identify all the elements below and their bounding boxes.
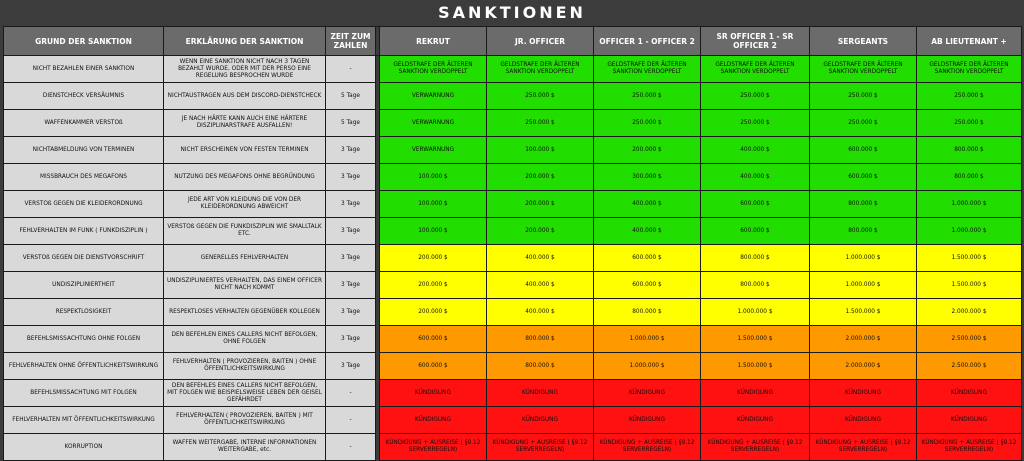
penalty-cell: 250.000 $ — [487, 83, 594, 110]
penalty-cell: 800.000 $ — [487, 353, 594, 380]
penalty-cell: VERWARNUNG — [380, 137, 487, 164]
header-lieutenant: AB LIEUTENANT + — [917, 27, 1022, 56]
penalty-cell: 250.000 $ — [917, 110, 1022, 137]
penalty-cell: 1.000.000 $ — [594, 326, 701, 353]
penalty-cell: 400.000 $ — [594, 218, 701, 245]
penalty-cell: 300.000 $ — [594, 164, 701, 191]
sanction-reason: UNDISZIPLINIERTHEIT — [4, 272, 164, 299]
penalty-cell: 600.000 $ — [594, 245, 701, 272]
sanction-explanation: WENN EINE SANKTION NICHT NACH 3 TAGEN BEZAHLT WURDE, ODER MIT DER PERSO EINE REGELUNG BESPROCHEN WURDE — [164, 56, 326, 83]
header-rekrut: REKRUT — [380, 27, 487, 56]
penalty-cell: KÜNDIGUNG + AUSREISE ( §9.12 SERVERREGELN) — [917, 434, 1022, 461]
payment-deadline: - — [326, 380, 376, 407]
table-row — [4, 326, 1022, 353]
sanction-explanation: UNDISZIPLINIERTES VERHALTEN, DAS EINEM OFFICER NICHT NACH KOMMT — [164, 272, 326, 299]
payment-deadline: 3 Tage — [326, 191, 376, 218]
page-title: SANKTIONEN — [438, 3, 586, 22]
sanction-explanation: NUTZUNG DES MEGAFONS OHNE BEGRÜNDUNG — [164, 164, 326, 191]
penalty-cell: 800.000 $ — [701, 245, 810, 272]
sanction-reason: RESPEKTLOSIGKEIT — [4, 299, 164, 326]
penalty-cell: 800.000 $ — [917, 137, 1022, 164]
penalty-cell: KÜNDIGUNG — [917, 407, 1022, 434]
penalty-cell: GELDSTRAFE DER ÄLTEREN SANKTION VERDOPPELT — [594, 56, 701, 83]
penalty-cell: 800.000 $ — [917, 164, 1022, 191]
table-row — [4, 83, 1022, 110]
table-row — [4, 191, 1022, 218]
penalty-cell: 2.500.000 $ — [917, 326, 1022, 353]
penalty-cell: 800.000 $ — [487, 326, 594, 353]
penalty-cell: GELDSTRAFE DER ÄLTEREN SANKTION VERDOPPELT — [810, 56, 917, 83]
penalty-cell: 600.000 $ — [380, 353, 487, 380]
sanction-reason: KORRUPTION — [4, 434, 164, 461]
penalty-cell: 600.000 $ — [810, 164, 917, 191]
penalty-cell: 250.000 $ — [810, 110, 917, 137]
sanctions-table — [3, 26, 1022, 461]
penalty-cell: 1.500.000 $ — [917, 272, 1022, 299]
penalty-cell: GELDSTRAFE DER ÄLTEREN SANKTION VERDOPPELT — [487, 56, 594, 83]
sanction-explanation: GENERELLES FEHLVERHALTEN — [164, 245, 326, 272]
penalty-cell: KÜNDIGUNG — [487, 407, 594, 434]
sanction-explanation: DEN BEFEHLES EINES CALLERS NICHT BEFOLGEN, MIT FOLGEN WIE BEISPIELSWEISE LEBEN DER GEISEL GEFÄHRDET — [164, 380, 326, 407]
penalty-cell: 100.000 $ — [380, 218, 487, 245]
table-row — [4, 110, 1022, 137]
sanction-reason: DIENSTCHECK VERSÄUMNIS — [4, 83, 164, 110]
payment-deadline: 3 Tage — [326, 272, 376, 299]
penalty-cell: 1.000.000 $ — [701, 299, 810, 326]
penalty-cell: 400.000 $ — [487, 272, 594, 299]
penalty-cell: 1.500.000 $ — [810, 299, 917, 326]
penalty-cell: 250.000 $ — [701, 110, 810, 137]
penalty-cell: 1.500.000 $ — [701, 326, 810, 353]
penalty-cell: 100.000 $ — [380, 191, 487, 218]
penalty-cell: 400.000 $ — [701, 164, 810, 191]
payment-deadline: - — [326, 407, 376, 434]
penalty-cell: 2.500.000 $ — [917, 353, 1022, 380]
penalty-cell: 200.000 $ — [487, 164, 594, 191]
table-row — [4, 299, 1022, 326]
penalty-cell: 1.500.000 $ — [917, 245, 1022, 272]
table-row — [4, 272, 1022, 299]
table-row — [4, 353, 1022, 380]
penalty-cell: KÜNDIGUNG — [917, 380, 1022, 407]
penalty-cell: 250.000 $ — [487, 110, 594, 137]
table-row — [4, 218, 1022, 245]
penalty-cell: KÜNDIGUNG — [594, 407, 701, 434]
penalty-cell: KÜNDIGUNG — [380, 407, 487, 434]
header-row — [4, 27, 1022, 56]
penalty-cell: 2.000.000 $ — [810, 353, 917, 380]
table-row — [4, 56, 1022, 83]
penalty-cell: KÜNDIGUNG + AUSREISE ( §9.12 SERVERREGELN) — [701, 434, 810, 461]
sanction-explanation: NICHTAUSTRAGEN AUS DEM DISCORD-DIENSTCHECK — [164, 83, 326, 110]
sanction-reason: NICHT BEZAHLEN EINER SANKTION — [4, 56, 164, 83]
sanction-explanation: FEHLVERHALTEN ( PROVOZIEREN, BAITEN ) MIT ÖFFENTLICHKEITSWIRKUNG — [164, 407, 326, 434]
penalty-cell: 200.000 $ — [380, 245, 487, 272]
penalty-cell: GELDSTRAFE DER ÄLTEREN SANKTION VERDOPPELT — [380, 56, 487, 83]
penalty-cell: KÜNDIGUNG — [594, 380, 701, 407]
payment-deadline: 5 Tage — [326, 83, 376, 110]
penalty-cell: 400.000 $ — [487, 299, 594, 326]
sanction-explanation: DEN BEFEHLEN EINES CALLERS NICHT BEFOLGEN, OHNE FOLGEN — [164, 326, 326, 353]
penalty-cell: KÜNDIGUNG + AUSREISE ( §9.12 SERVERREGELN) — [487, 434, 594, 461]
penalty-cell: 400.000 $ — [487, 245, 594, 272]
sanction-reason: FEHLVERHALTEN MIT ÖFFENTLICHKEITSWIRKUNG — [4, 407, 164, 434]
sanction-explanation: JEDE ART VON KLEIDUNG DIE VON DER KLEIDERORDNUNG ABWEICHT — [164, 191, 326, 218]
penalty-cell: 2.000.000 $ — [917, 299, 1022, 326]
payment-deadline: - — [326, 434, 376, 461]
penalty-cell: 2.000.000 $ — [810, 326, 917, 353]
header-sr-officer: SR OFFICER 1 - SR OFFICER 2 — [701, 27, 810, 56]
penalty-cell: KÜNDIGUNG — [380, 380, 487, 407]
penalty-cell: 200.000 $ — [380, 272, 487, 299]
penalty-cell: KÜNDIGUNG — [701, 407, 810, 434]
penalty-cell: 250.000 $ — [594, 83, 701, 110]
penalty-cell: 100.000 $ — [487, 137, 594, 164]
penalty-cell: 600.000 $ — [810, 137, 917, 164]
penalty-cell: 200.000 $ — [487, 218, 594, 245]
penalty-cell: 1.000.000 $ — [810, 272, 917, 299]
table-row — [4, 434, 1022, 461]
penalty-cell: 200.000 $ — [594, 137, 701, 164]
penalty-cell: KÜNDIGUNG — [810, 380, 917, 407]
penalty-cell: 250.000 $ — [810, 83, 917, 110]
penalty-cell: KÜNDIGUNG + AUSREISE ( §9.12 SERVERREGELN) — [594, 434, 701, 461]
penalty-cell: 800.000 $ — [701, 272, 810, 299]
table-row — [4, 407, 1022, 434]
penalty-cell: 250.000 $ — [701, 83, 810, 110]
header-jr-officer: JR. OFFICER — [487, 27, 594, 56]
penalty-cell: 800.000 $ — [810, 218, 917, 245]
penalty-cell: KÜNDIGUNG — [487, 380, 594, 407]
header-grund: GRUND DER SANKTION — [4, 27, 164, 56]
sanction-explanation: WAFFEN WEITERGABE, INTERNE INFORMATIONEN WEITERGABE, etc. — [164, 434, 326, 461]
penalty-cell: 200.000 $ — [380, 299, 487, 326]
table-row — [4, 164, 1022, 191]
header-zeit: ZEIT ZUM ZAHLEN — [326, 27, 376, 56]
penalty-cell: 400.000 $ — [594, 191, 701, 218]
penalty-cell: 200.000 $ — [487, 191, 594, 218]
sanction-explanation: FEHLVERHALTEN ( PROVOZIEREN, BAITEN ) OHNE ÖFFENTLICHKEITSWIRKUNG — [164, 353, 326, 380]
sanction-reason: FEHLVERHALTEN OHNE ÖFFENTLICHKEITSWIRKUNG — [4, 353, 164, 380]
sanction-reason: VERSTOß GEGEN DIE KLEIDERORDNUNG — [4, 191, 164, 218]
sanction-explanation: VERSTOß GEGEN DIE FUNKDISZIPLIN WIE SMALLTALK ETC. — [164, 218, 326, 245]
penalty-cell: 250.000 $ — [917, 83, 1022, 110]
penalty-cell: 600.000 $ — [594, 272, 701, 299]
payment-deadline: - — [326, 56, 376, 83]
penalty-cell: 1.500.000 $ — [701, 353, 810, 380]
sanction-reason: BEFEHLSMISSACHTUNG OHNE FOLGEN — [4, 326, 164, 353]
sanction-explanation: JE NACH HÄRTE KANN AUCH EINE HÄRTERE DISZIPLINARSTRAFE AUSFALLEN! — [164, 110, 326, 137]
penalty-cell: VERWARNUNG — [380, 83, 487, 110]
penalty-cell: KÜNDIGUNG — [701, 380, 810, 407]
penalty-cell: 1.000.000 $ — [594, 353, 701, 380]
payment-deadline: 3 Tage — [326, 218, 376, 245]
penalty-cell: KÜNDIGUNG + AUSREISE ( §9.12 SERVERREGELN) — [810, 434, 917, 461]
header-officer: OFFICER 1 - OFFICER 2 — [594, 27, 701, 56]
penalty-cell: KÜNDIGUNG — [810, 407, 917, 434]
penalty-cell: 1.000.000 $ — [917, 191, 1022, 218]
penalty-cell: 600.000 $ — [701, 191, 810, 218]
penalty-cell: KÜNDIGUNG + AUSREISE ( §9.12 SERVERREGELN) — [380, 434, 487, 461]
sanction-explanation: NICHT ERSCHEINEN VON FESTEN TERMINEN — [164, 137, 326, 164]
sanction-reason: WAFFENKAMMER VERSTOß — [4, 110, 164, 137]
payment-deadline: 5 Tage — [326, 110, 376, 137]
penalty-cell: GELDSTRAFE DER ÄLTEREN SANKTION VERDOPPELT — [701, 56, 810, 83]
penalty-cell: 250.000 $ — [594, 110, 701, 137]
payment-deadline: 3 Tage — [326, 137, 376, 164]
payment-deadline: 3 Tage — [326, 353, 376, 380]
sanction-reason: BEFEHLSMISSACHTUNG MIT FOLGEN — [4, 380, 164, 407]
penalty-cell: 1.000.000 $ — [810, 245, 917, 272]
payment-deadline: 3 Tage — [326, 164, 376, 191]
payment-deadline: 3 Tage — [326, 299, 376, 326]
penalty-cell: 800.000 $ — [594, 299, 701, 326]
sanction-reason: FEHLVERHALTEN IM FUNK ( FUNKDISZIPLIN ) — [4, 218, 164, 245]
payment-deadline: 3 Tage — [326, 326, 376, 353]
penalty-cell: 100.000 $ — [380, 164, 487, 191]
payment-deadline: 3 Tage — [326, 245, 376, 272]
table-row — [4, 137, 1022, 164]
table-row — [4, 245, 1022, 272]
sanction-reason: MISSBRAUCH DES MEGAFONS — [4, 164, 164, 191]
penalty-cell: 600.000 $ — [380, 326, 487, 353]
header-sergeants: SERGEANTS — [810, 27, 917, 56]
header-erklaerung: ERKLÄRUNG DER SANKTION — [164, 27, 326, 56]
sanction-explanation: RESPEKTLOSES VERHALTEN GEGENÜBER KOLLEGEN — [164, 299, 326, 326]
penalty-cell: VERWARNUNG — [380, 110, 487, 137]
sanction-reason: VERSTOß GEGEN DIE DIENSTVORSCHRIFT — [4, 245, 164, 272]
penalty-cell: 800.000 $ — [810, 191, 917, 218]
penalty-cell: 600.000 $ — [701, 218, 810, 245]
penalty-cell: GELDSTRAFE DER ÄLTEREN SANKTION VERDOPPELT — [917, 56, 1022, 83]
penalty-cell: 400.000 $ — [701, 137, 810, 164]
table-row — [4, 380, 1022, 407]
penalty-cell: 1.000.000 $ — [917, 218, 1022, 245]
sanction-reason: NICHTABMELDUNG VON TERMINEN — [4, 137, 164, 164]
